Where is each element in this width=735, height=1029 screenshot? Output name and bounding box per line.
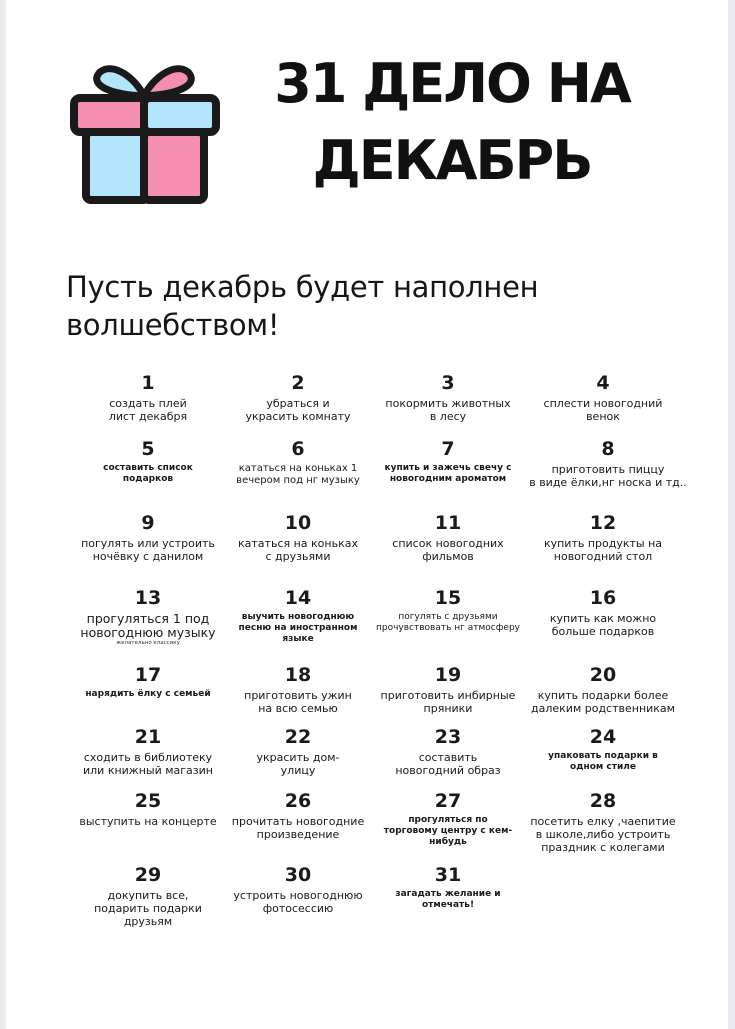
- task-number: 5: [141, 438, 155, 460]
- task-item-5: [68, 438, 228, 485]
- task-text: купить и зажечь свечу с новогодним ароматом: [384, 463, 512, 484]
- task-text: прогуляться по торговому центру с кем- нибудь: [383, 815, 513, 847]
- task-item-1: [68, 372, 228, 423]
- task-item-17: [68, 664, 228, 700]
- task-item-3: [368, 372, 528, 423]
- task-number: 16: [589, 587, 617, 609]
- task-item-9: [68, 512, 228, 563]
- task-number: 23: [434, 726, 462, 748]
- gift-icon: [64, 58, 224, 208]
- task-text: упаковать подарки в одном стиле: [548, 751, 658, 772]
- task-number: 17: [134, 664, 162, 686]
- task-item-26: [218, 790, 378, 841]
- task-item-12: [523, 512, 683, 563]
- task-number: 28: [589, 790, 617, 812]
- task-text: купить как можно больше подарков: [549, 612, 657, 638]
- task-number: 4: [596, 372, 610, 394]
- task-number: 1: [141, 372, 155, 394]
- task-item-22: [218, 726, 378, 777]
- task-note: желательно классику: [116, 640, 180, 646]
- task-item-28: [523, 790, 683, 854]
- task-number: 11: [434, 512, 462, 534]
- task-item-6: [218, 438, 378, 487]
- task-number: 18: [284, 664, 312, 686]
- task-number: 8: [601, 438, 615, 460]
- subtitle: [66, 268, 666, 345]
- task-number: 27: [434, 790, 462, 812]
- task-number: 7: [441, 438, 455, 460]
- task-item-29: [68, 864, 228, 928]
- task-text: купить продукты на новогодний стол: [543, 537, 663, 563]
- task-item-15: [368, 587, 528, 634]
- task-number: 9: [141, 512, 155, 534]
- task-number: 20: [589, 664, 617, 686]
- task-text: украсить дом- улицу: [256, 751, 340, 777]
- task-text: приготовить инбирные пряники: [380, 689, 516, 715]
- task-item-20: [523, 664, 683, 715]
- task-number: 30: [284, 864, 312, 886]
- task-text: список новогодних фильмов: [392, 537, 504, 563]
- task-number: 14: [284, 587, 312, 609]
- task-number: 3: [441, 372, 455, 394]
- task-item-4: [523, 372, 683, 423]
- background-strip: [0, 975, 6, 1029]
- task-number: 19: [434, 664, 462, 686]
- task-number: 31: [434, 864, 462, 886]
- task-item-2: [218, 372, 378, 423]
- task-number: 12: [589, 512, 617, 534]
- task-text: сплести новогодний венок: [543, 397, 663, 423]
- task-number: 26: [284, 790, 312, 812]
- title-line-1: 31 ДЕЛО НА: [274, 52, 630, 115]
- task-number: 13: [134, 587, 162, 609]
- task-text: посетить елку ,чаепитие в школе,либо устроить праздник с колегами: [530, 815, 676, 854]
- task-text: кататься на коньках с друзьями: [238, 537, 358, 563]
- task-number: 10: [284, 512, 312, 534]
- task-text: выступить на концерте: [79, 815, 217, 828]
- task-item-16: [523, 587, 683, 638]
- task-item-8: [518, 438, 698, 489]
- task-text: прогуляться 1 под новогоднюю музыку: [80, 611, 216, 640]
- task-number: 29: [134, 864, 162, 886]
- task-item-31: [368, 864, 528, 911]
- task-text: составить новогодний образ: [395, 751, 501, 777]
- task-text: устроить новогоднюю фотосессию: [233, 889, 363, 915]
- task-number: 25: [134, 790, 162, 812]
- subtitle-line-2: волшебством!: [66, 308, 280, 343]
- task-item-24: [523, 726, 683, 773]
- task-item-25: [68, 790, 228, 828]
- task-text: составить список подарков: [103, 463, 193, 484]
- title-line-2: ДЕКАБРЬ: [312, 128, 592, 192]
- task-number: 21: [134, 726, 162, 748]
- task-text: докупить все, подарить подарки друзьям: [94, 889, 202, 928]
- task-item-14: [218, 587, 378, 645]
- subtitle-line-1: Пусть декабрь будет наполнен: [66, 270, 539, 304]
- checklist-page: [6, 0, 728, 1029]
- task-text: убраться и украсить комнату: [245, 397, 351, 423]
- task-text: купить подарки более далеким родственникам: [531, 689, 675, 715]
- task-item-21: [68, 726, 228, 777]
- task-text: покормить животных в лесу: [385, 397, 511, 423]
- task-number: 2: [291, 372, 305, 394]
- task-text: кататься на коньках 1 вечером под нг музыку: [236, 463, 360, 486]
- task-text: выучить новогоднюю песню на иностранном языке: [238, 612, 358, 644]
- task-text: создать плей лист декабря: [108, 397, 188, 423]
- task-text: приготовить ужин на всю семью: [244, 689, 352, 715]
- page-title: [242, 46, 662, 199]
- task-item-30: [218, 864, 378, 915]
- task-item-7: [368, 438, 528, 485]
- task-text: нарядить ёлку с семьей: [85, 689, 211, 699]
- task-item-18: [218, 664, 378, 715]
- task-item-23: [368, 726, 528, 777]
- task-number: 15: [434, 587, 462, 609]
- task-text: погулять с друзьями прочувствовать нг атмосферу: [375, 612, 521, 633]
- task-item-13: [68, 587, 228, 647]
- task-number: 22: [284, 726, 312, 748]
- task-item-19: [368, 664, 528, 715]
- task-text: сходить в библиотеку или книжный магазин: [83, 751, 213, 777]
- task-text: загадать желание и отмечать!: [395, 889, 501, 910]
- task-text: прочитать новогодние произведение: [231, 815, 365, 841]
- task-number: 6: [291, 438, 305, 460]
- task-item-10: [218, 512, 378, 563]
- task-number: 24: [589, 726, 617, 748]
- task-item-11: [368, 512, 528, 563]
- task-item-27: [368, 790, 528, 848]
- task-text: приготовить пиццу в виде ёлки,нг носка и тд..: [529, 463, 687, 489]
- task-text: погулять или устроить ночёвку с данилом: [81, 537, 215, 563]
